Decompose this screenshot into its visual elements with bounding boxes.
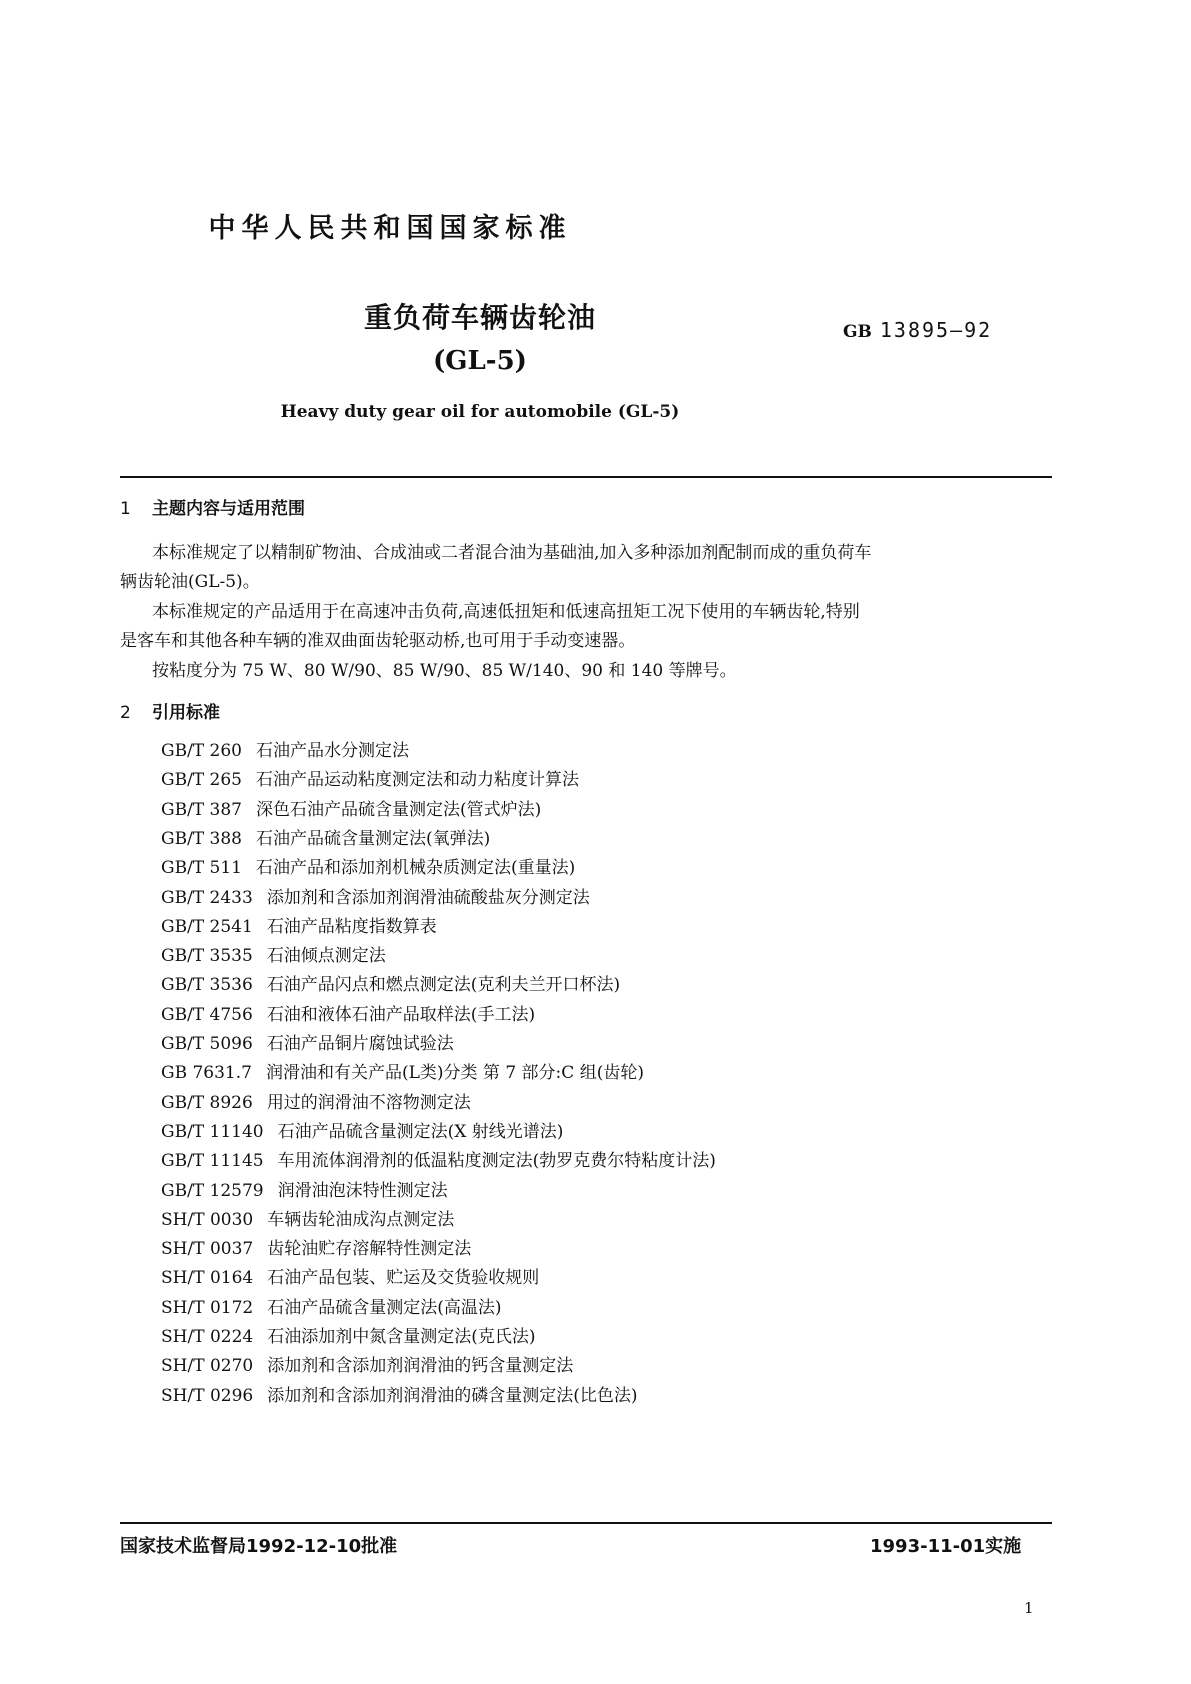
reference-name: 润滑油泡沫特性测定法 — [277, 1181, 448, 1201]
section-1-line: 本标准规定了以精制矿物油、合成油或二者混合油为基础油,加入多种添加剂配制而成的重负荷车 — [152, 543, 872, 563]
reference-item — [161, 1263, 539, 1288]
reference-name: 石油产品和添加剂机械杂质测定法(重量法) — [256, 858, 576, 878]
reference-item — [161, 1293, 501, 1318]
reference-name: 石油产品粘度指数算表 — [266, 917, 437, 937]
reference-code: GB/T 387 — [161, 800, 242, 820]
reference-code: GB 7631.7 — [161, 1063, 252, 1083]
section-1-line: 是客车和其他各种车辆的准双曲面齿轮驱动桥,也可用于手动变速器。 — [120, 631, 636, 651]
section-1-line: 按粘度分为 75 W、80 W/90、85 W/90、85 W/140、90 和 140 等牌号。 — [152, 661, 737, 681]
reference-code: GB/T 11145 — [161, 1151, 264, 1171]
reference-name: 石油产品铜片腐蚀试验法 — [266, 1034, 454, 1054]
reference-item — [161, 1381, 637, 1406]
reference-name: 石油产品硫含量测定法(高温法) — [267, 1298, 502, 1318]
reference-item — [161, 1351, 573, 1376]
reference-item — [161, 1058, 644, 1083]
reference-code: SH/T 0030 — [161, 1210, 254, 1230]
reference-code: GB/T 260 — [161, 741, 242, 761]
reference-name: 石油产品硫含量测定法(氧弹法) — [256, 829, 491, 849]
reference-name: 石油产品运动粘度测定法和动力粘度计算法 — [256, 770, 579, 790]
reference-item — [161, 1146, 716, 1171]
reference-item — [161, 795, 541, 820]
reference-item — [161, 1234, 471, 1259]
section-1-line: 辆齿轮油(GL-5)。 — [120, 572, 260, 592]
standard-prefix: GB — [843, 322, 872, 342]
reference-code: GB/T 4756 — [161, 1005, 253, 1025]
reference-item — [161, 824, 490, 849]
section-1-title: 主题内容与适用范围 — [152, 499, 305, 519]
reference-code: SH/T 0164 — [161, 1268, 254, 1288]
section-1-heading — [120, 494, 305, 519]
reference-item — [161, 941, 386, 966]
reference-item — [161, 970, 620, 995]
section-1-number: 1 — [120, 499, 131, 519]
reference-code: GB/T 12579 — [161, 1181, 264, 1201]
english-title: Heavy duty gear oil for automobile (GL-5) — [280, 402, 680, 422]
reference-name: 石油产品硫含量测定法(X 射线光谱法) — [277, 1122, 564, 1142]
reference-item — [161, 1322, 535, 1347]
reference-item — [161, 1088, 471, 1113]
reference-name: 添加剂和含添加剂润滑油硫酸盐灰分测定法 — [266, 888, 590, 908]
reference-name: 石油产品包装、贮运及交货验收规则 — [267, 1268, 540, 1288]
reference-code: GB/T 2541 — [161, 917, 253, 937]
reference-item — [161, 736, 409, 761]
reference-name: 石油产品闪点和燃点测定法(克利夫兰开口杯法) — [266, 975, 621, 995]
standard-number: 13895—92 — [879, 318, 993, 342]
reference-name: 用过的润滑油不溶物测定法 — [266, 1093, 471, 1113]
document-subtitle: (GL-5) — [433, 346, 527, 376]
reference-name: 石油添加剂中氮含量测定法(克氏法) — [267, 1327, 536, 1347]
reference-code: GB/T 265 — [161, 770, 242, 790]
section-2-title: 引用标准 — [152, 703, 220, 723]
reference-code: GB/T 3535 — [161, 946, 253, 966]
reference-name: 添加剂和含添加剂润滑油的钙含量测定法 — [267, 1356, 574, 1376]
reference-item — [161, 1176, 448, 1201]
header-divider — [120, 476, 1052, 478]
reference-name: 石油倾点测定法 — [266, 946, 386, 966]
reference-code: SH/T 0296 — [161, 1386, 254, 1406]
reference-item — [161, 853, 575, 878]
reference-code: SH/T 0172 — [161, 1298, 254, 1318]
reference-item — [161, 1029, 454, 1054]
standard-code — [843, 318, 992, 342]
national-standard-heading: 中华人民共和国国家标准 — [208, 213, 572, 244]
reference-item — [161, 765, 579, 790]
footer-divider — [120, 1522, 1052, 1524]
reference-code: GB/T 2433 — [161, 888, 253, 908]
reference-name: 石油和液体石油产品取样法(手工法) — [266, 1005, 536, 1025]
reference-name: 车用流体润滑剂的低温粘度测定法(勃罗克费尔特粘度计法) — [277, 1151, 716, 1171]
section-1-line: 本标准规定的产品适用于在高速冲击负荷,高速低扭矩和低速高扭矩工况下使用的车辆齿轮,特别 — [152, 602, 860, 622]
reference-code: GB/T 5096 — [161, 1034, 253, 1054]
reference-code: GB/T 388 — [161, 829, 242, 849]
reference-code: GB/T 3536 — [161, 975, 253, 995]
reference-code: GB/T 11140 — [161, 1122, 264, 1142]
document-title: 重负荷车辆齿轮油 — [363, 301, 596, 334]
implementation-date: 1993-11-01实施 — [870, 1536, 1022, 1557]
reference-item — [161, 912, 437, 937]
page-number: 1 — [1024, 1599, 1034, 1617]
reference-code: SH/T 0270 — [161, 1356, 254, 1376]
reference-name: 深色石油产品硫含量测定法(管式炉法) — [256, 800, 542, 820]
reference-item — [161, 1117, 563, 1142]
approval-info: 国家技术监督局1992-12-10批准 — [120, 1536, 398, 1557]
reference-name: 石油产品水分测定法 — [256, 741, 409, 761]
reference-name: 添加剂和含添加剂润滑油的磷含量测定法(比色法) — [267, 1386, 638, 1406]
reference-name: 润滑油和有关产品(L类)分类 第 7 部分:C 组(齿轮) — [265, 1063, 644, 1083]
reference-item — [161, 883, 590, 908]
section-2-number: 2 — [120, 703, 131, 723]
reference-name: 齿轮油贮存溶解特性测定法 — [267, 1239, 472, 1259]
section-2-heading — [120, 698, 220, 723]
reference-item — [161, 1000, 535, 1025]
reference-code: SH/T 0224 — [161, 1327, 254, 1347]
reference-code: SH/T 0037 — [161, 1239, 254, 1259]
reference-item — [161, 1205, 454, 1230]
reference-code: GB/T 511 — [161, 858, 242, 878]
reference-code: GB/T 8926 — [161, 1093, 253, 1113]
reference-name: 车辆齿轮油成沟点测定法 — [267, 1210, 455, 1230]
